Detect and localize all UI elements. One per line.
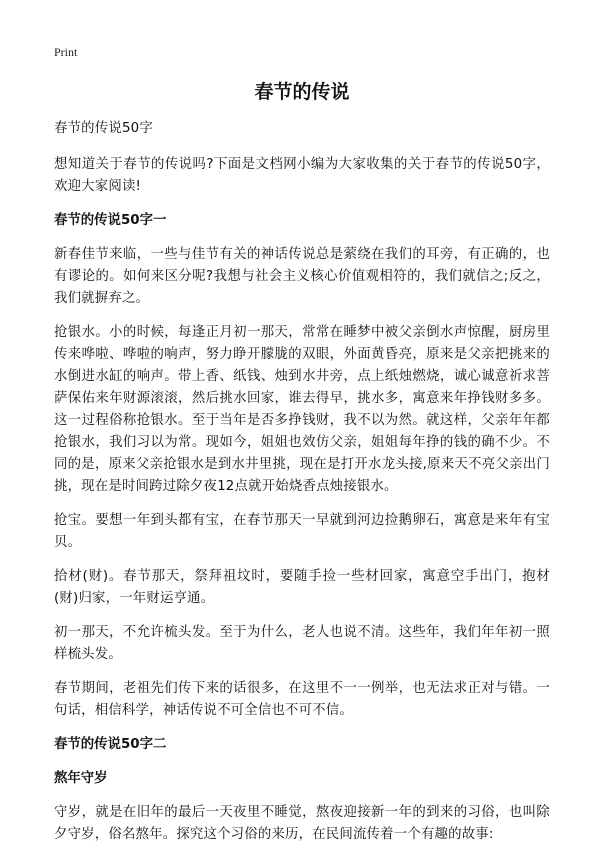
- section2-subheading: 熬年守岁: [54, 771, 108, 786]
- section1-paragraph: 初一那天，不允许梳头发。至于为什么，老人也说不清。这些年，我们年年初一照样梳头发。: [54, 625, 550, 662]
- section1-paragraph: 拾材(财)。春节那天，祭拜祖坟时，要随手捡一些材回家，寓意空手出门，抱材(财)归家，一年财运亨通。: [54, 569, 550, 606]
- section1-paragraph: 新春佳节来临，一些与佳节有关的神话传说总是萦绕在我们的耳旁，有正确的，也有谬论的。如何来区分呢?我想与社会主义核心价值观相符的，我们就信之;反之，我们就摒弃之。: [54, 247, 550, 306]
- section1-paragraph: 春节期间，老祖先们传下来的话很多，在这里不一一例举，也无法求正对与错。一句话，相信科学，神话传说不可全信也不可不信。: [54, 681, 550, 718]
- document-title: 春节的传说: [254, 81, 350, 103]
- document-subtitle: 春节的传说50字: [54, 121, 153, 136]
- intro-paragraph: 想知道关于春节的传说吗?下面是文档网小编为大家收集的关于春节的传说50字，欢迎大家阅读!: [54, 157, 550, 194]
- section2-paragraph: 守岁，就是在旧年的最后一天夜里不睡觉，熬夜迎接新一年的到来的习俗，也叫除夕守岁，俗名熬年。探究这个习俗的来历，在民间流传着一个有趣的故事:: [54, 805, 550, 842]
- section2-heading: 春节的传说50字二: [54, 737, 167, 752]
- section1-paragraph: 抢银水。小的时候，每逢正月初一那天，常常在睡梦中被父亲倒水声惊醒，厨房里传来哗啦、哗啦的响声，努力睁开朦胧的双眼，外面黄昏亮，原来是父亲把挑来的水倒进水缸的响声。带上香、纸钱、烛到水井旁，点上纸烛燃烧，诚心诚意祈求菩萨保佑来年财源滚滚，然后挑水回家，谁去得早，挑水多，寓意来年挣钱财多多。这一过程俗称抢银水。至于当年是否多挣钱财，我不以为然。就这样，父亲年年都抢银水，我们习以为常。现如今，姐姐也效仿父亲，姐姐每年挣的钱的确不少。不同的是，原来父亲抢银水是到水井里挑，现在是打开水龙头接,原来天不亮父亲出门挑，现在是时间跨过除夕夜12点就开始烧香点烛接银水。: [54, 325, 550, 494]
- section1-paragraph: 抢宝。要想一年到头都有宝，在春节那天一早就到河边捡鹅卵石，寓意是来年有宝贝。: [54, 513, 550, 550]
- section1-heading: 春节的传说50字一: [54, 213, 167, 228]
- print-label[interactable]: Print: [54, 45, 78, 59]
